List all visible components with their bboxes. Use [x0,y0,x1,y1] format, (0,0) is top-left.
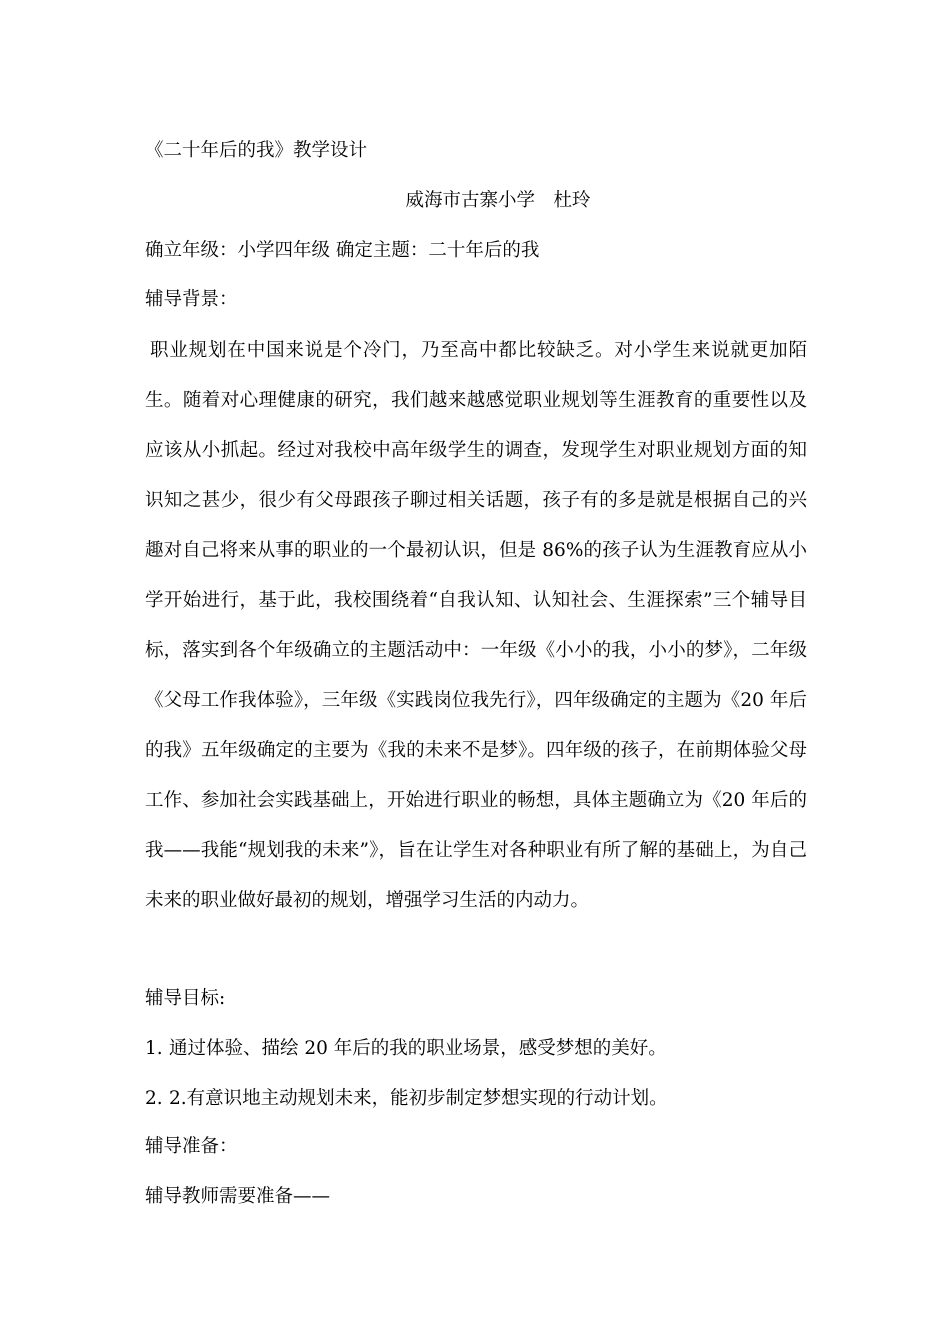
list-item [145,1074,807,1124]
goals-heading: 辅导目标: [145,988,226,1009]
goal-text: 通过体验、描绘 20 年后的我的职业场景，感受梦想的美好。 [169,1038,667,1059]
goal-text: 2.有意识地主动规划未来，能初步制定梦想实现的行动计划。 [169,1088,668,1109]
background-heading: 辅导背景： [145,289,238,310]
grade-theme-line: 确立年级：小学四年级 确定主题：二十年后的我 [145,240,540,261]
preparation-heading: 辅导准备： [145,1136,238,1157]
teacher-preparation-line: 辅导教师需要准备—— [145,1186,331,1207]
goal-number: 1. [145,1038,163,1059]
list-item [145,1024,807,1074]
goals-list [145,1024,807,1124]
background-paragraph: 职业规划在中国来说是个冷门，乃至高中都比较缺乏。对小学生来说就更加陌生。随着对心理健康的研究，我们越来越感觉职业规划等生涯教育的重要性以及应该从小抓起。经过对我校中高年级学生的调查，发现学生对职业规划方面的知识知之甚少，很少有父母跟孩子聊过相关话题，孩子有的多是就是根据自己的兴趣对自己将来从事的职业的一个最初认识，但是 86%的孩子认为生涯教育应从小学开始进行，基于此，我校围绕着“自我认知、认知社会、生涯探索”三个辅导目标，落实到各个年级确立的主题活动中：一年级《小小的我，小小的梦》，二年级《父母工作我体验》，三年级《实践岗位我先行》，四年级确定的主题为《20 年后的我》五年级确定的主要为《我的未来不是梦》。四年级的孩子，在前期体验父母工作、参加社会实践基础上，开始进行职业的畅想，具体主题确立为《20 年后的我——我能“规划我的未来”》，旨在让学生对各种职业有所了解的基础上，为自己未来的职业做好最初的规划，增强学习生活的内动力。 [145,340,807,911]
author-line: 威海市古寨小学 杜玲 [405,190,591,211]
goal-number: 2. [145,1088,163,1109]
document-title: 《二十年后的我》教学设计 [145,140,368,161]
